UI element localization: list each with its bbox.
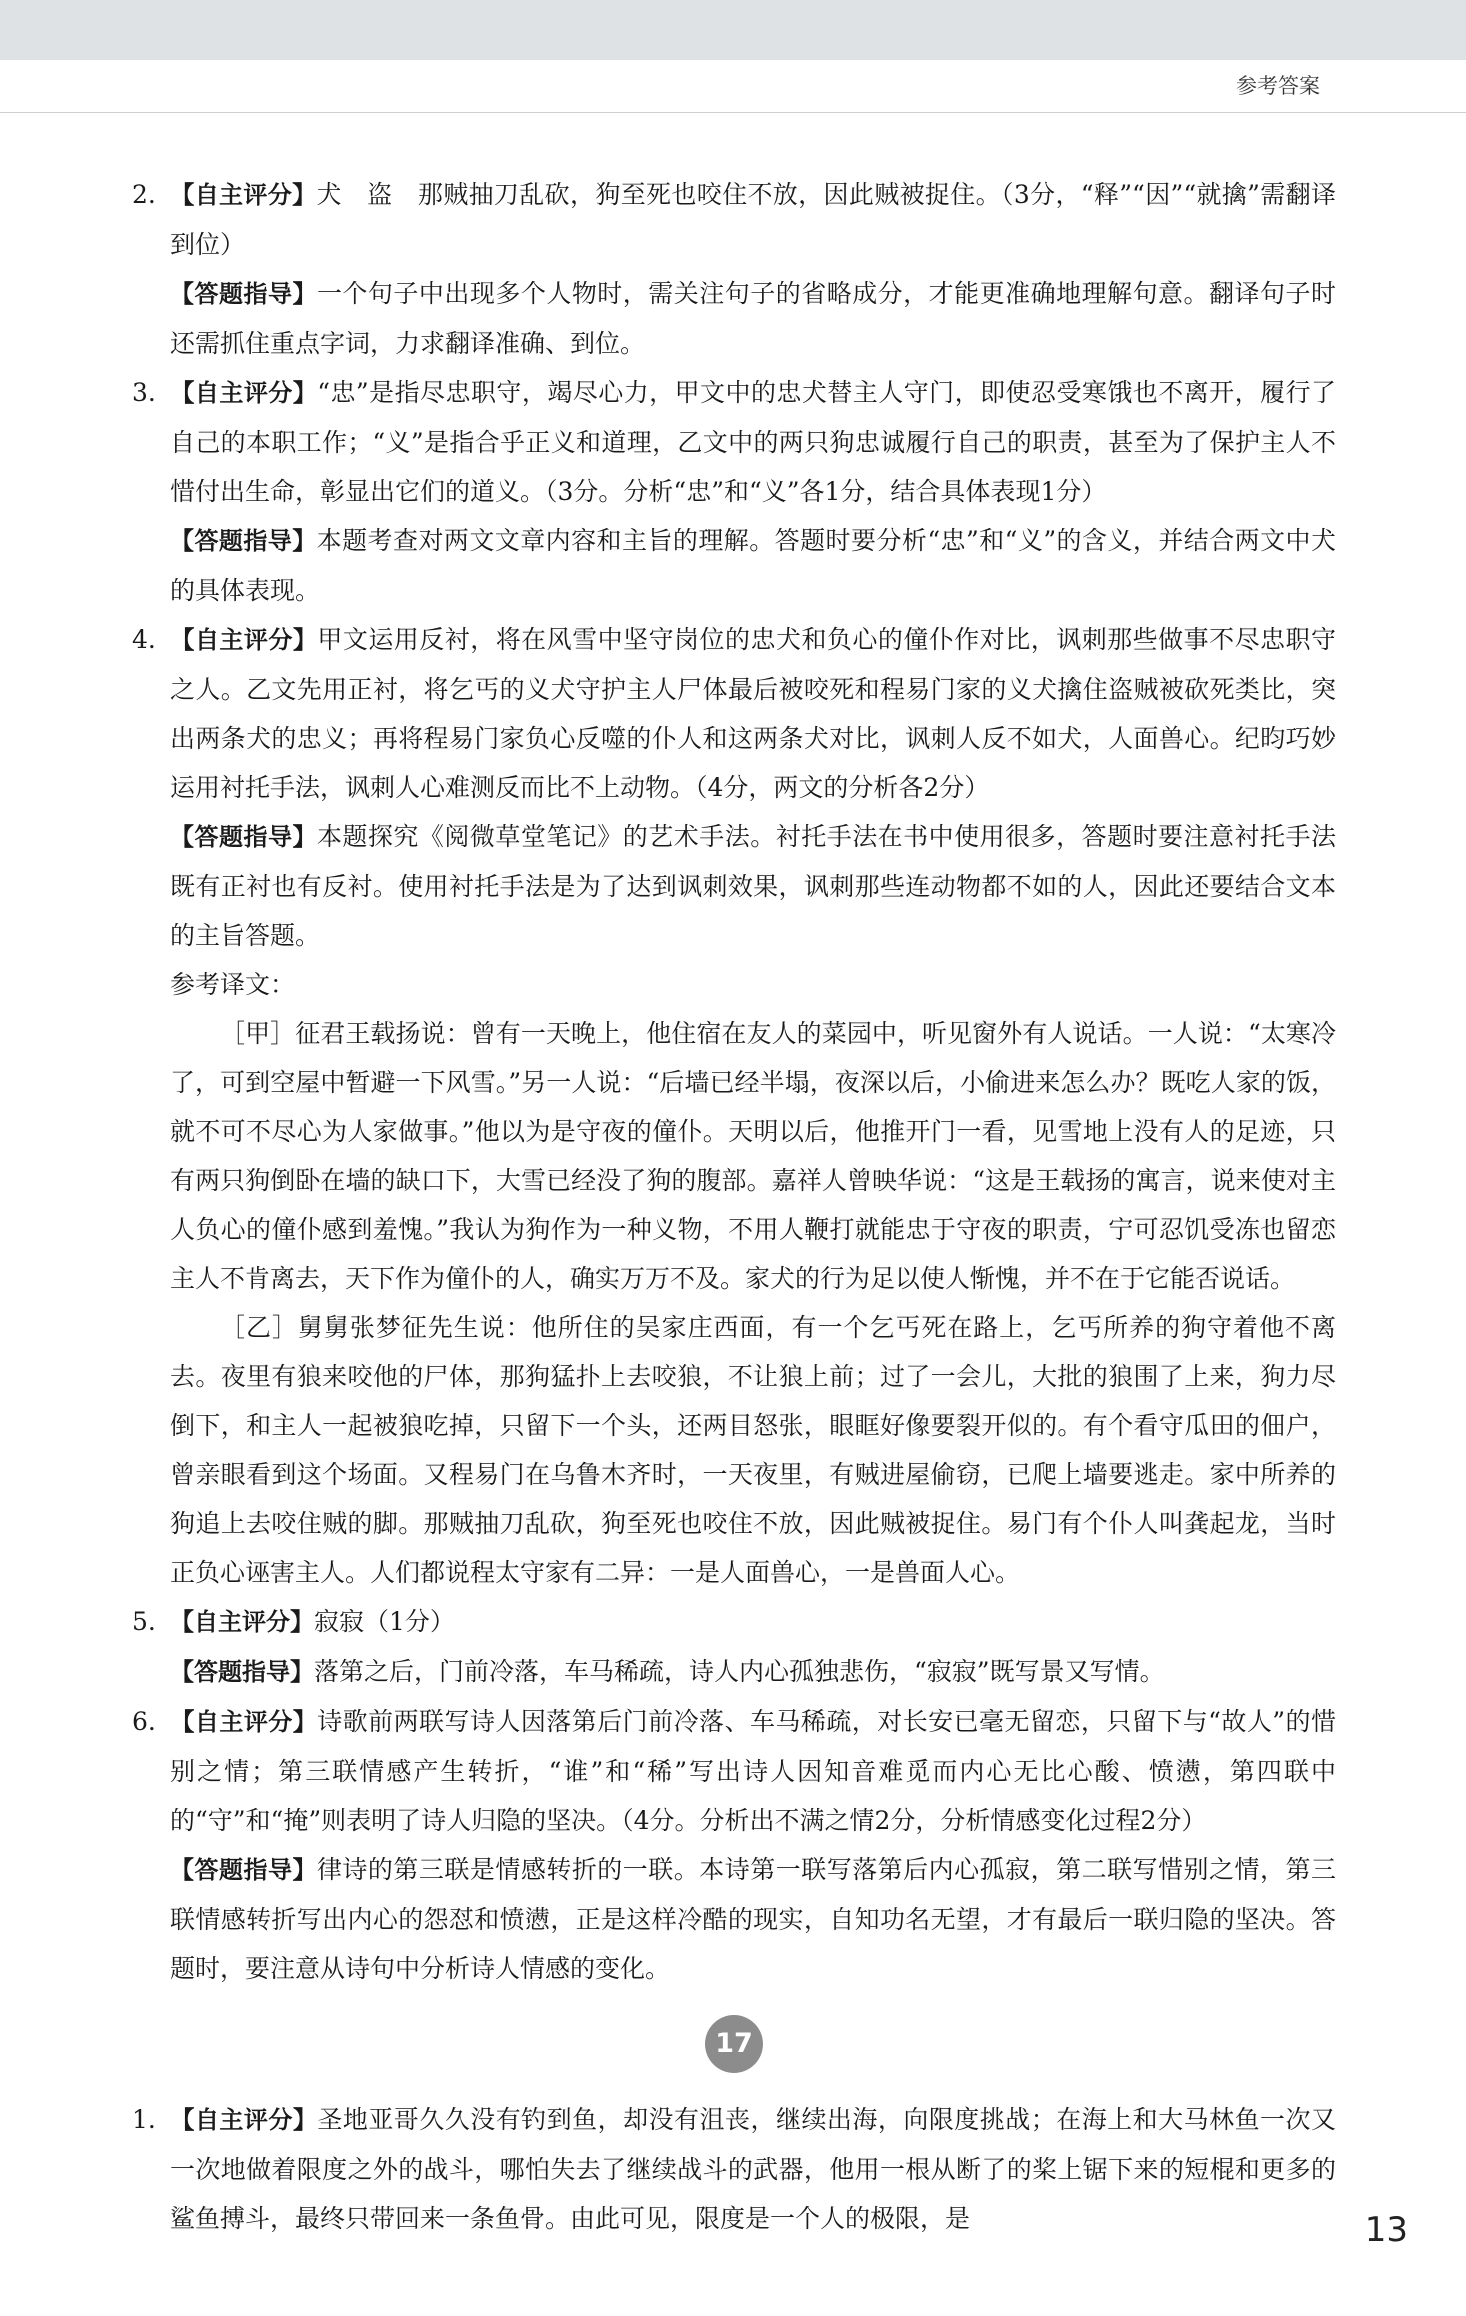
page-number: 13: [1364, 2210, 1408, 2250]
guide-tag: 【答题指导】: [170, 1856, 317, 1884]
q2-guide-text: 一个句子中出现多个人物时，需关注句子的省略成分，才能更准确地理解句意。翻译句子时还需抓住重点字词，力求翻译准确、到位。: [170, 279, 1336, 358]
q5-guide-text: 落第之后，门前冷落，车马稀疏，诗人内心孤独悲伤，“寂寂”既写景又写情。: [314, 1657, 1165, 1686]
running-head: 参考答案: [1236, 74, 1320, 98]
answer-q4-score: [132, 615, 1336, 812]
q6-guide-text: 律诗的第三联是情感转折的一联。本诗第一联写落第后内心孤寂，第二联写惜别之情，第三联情感转折写出内心的怨怼和愤懑，正是这样冷酷的现实，自知功名无望，才有最后一联归隐的坚决。答题时，要注意从诗句中分析诗人情感的变化。: [170, 1855, 1336, 1983]
item-number: 6.: [132, 1707, 156, 1736]
q2-score-text: 犬 盗 那贼抽刀乱砍，狗至死也咬住不放，因此贼被捉住。（3分，“释”“因”“就擒”需翻译到位）: [170, 180, 1337, 259]
item-number: 4.: [132, 625, 156, 654]
self-score-tag: 【自主评分】: [170, 379, 318, 407]
translation-label: 参考译文：: [170, 970, 296, 999]
self-score-tag: 【自主评分】: [170, 181, 317, 209]
self-score-tag: 【自主评分】: [170, 1708, 318, 1736]
answer-q3-score: [132, 368, 1336, 516]
item-number: 1.: [132, 2105, 156, 2134]
item-number: 5.: [132, 1607, 156, 1636]
answer-q5-guide: [132, 1647, 1336, 1697]
q6-score-text: 诗歌前两联写诗人因落第后门前冷落、车马稀疏，对长安已毫无留恋，只留下与“故人”的惜别之情；第三联情感产生转折，“谁”和“稀”写出诗人因知音难觅而内心无比心酸、愤懑，第四联中的“守”和“掩”则表明了诗人归隐的坚决。（4分。分析出不满之情2分，分析情感变化过程2分）: [170, 1707, 1336, 1835]
top-band: [0, 0, 1466, 60]
header-rule: [0, 112, 1466, 113]
self-score-tag: 【自主评分】: [170, 626, 318, 654]
translation-jia: ［甲］征君王载扬说：曾有一天晚上，他住宿在友人的菜园中，听见窗外有人说话。一人说：“太寒冷了，可到空屋中暂避一下风雪。”另一人说：“后墙已经半塌，夜深以后，小偷进来怎么办？既吃人家的饭，就不可不尽心为人家做事。”他以为是守夜的僮仆。天明以后，他推开门一看，见雪地上没有人的足迹，只有两只狗倒卧在墙的缺口下，大雪已经没了狗的腹部。嘉祥人曾映华说：“这是王载扬的寓言，说来使对主人负心的僮仆感到羞愧。”我认为狗作为一种义物，不用人鞭打就能忠于守夜的职责，宁可忍饥受冻也留恋主人不肯离去，天下作为僮仆的人，确实万万不及。家犬的行为足以使人惭愧，并不在于它能否说话。: [170, 1019, 1336, 1293]
item-number: 2.: [132, 180, 156, 209]
section-number-badge: 17: [705, 2015, 763, 2073]
translation-yi: ［乙］舅舅张梦征先生说：他所住的吴家庄西面，有一个乞丐死在路上，乞丐所养的狗守着他不离去。夜里有狼来咬他的尸体，那狗猛扑上去咬狼，不让狼上前；过了一会儿，大批的狼围了上来，狗力尽倒下，和主人一起被狼吃掉，只留下一个头，还两目怒张，眼眶好像要裂开似的。有个看守瓜田的佃户，曾亲眼看到这个场面。又程易门在乌鲁木齐时，一天夜里，有贼进屋偷窃，已爬上墙要逃走。家中所养的狗追上去咬住贼的脚。那贼抽刀乱砍，狗至死也咬住不放，因此贼被捉住。易门有个仆人叫龚起龙，当时正负心诬害主人。人们都说程太守家有二异：一是人面兽心，一是兽面人心。: [170, 1313, 1336, 1587]
guide-tag: 【答题指导】: [170, 527, 317, 555]
answer-q6-guide: [132, 1845, 1336, 1993]
section17-q1-score: [132, 2095, 1336, 2243]
guide-tag: 【答题指导】: [170, 280, 317, 308]
answer-q5-score: [132, 1597, 1336, 1647]
self-score-tag: 【自主评分】: [170, 1608, 314, 1636]
q4-score-text: 甲文运用反衬，将在风雪中坚守岗位的忠犬和负心的僮仆作对比，讽刺那些做事不尽忠职守之人。乙文先用正衬，将乞丐的义犬守护主人尸体最后被咬死和程易门家的义犬擒住盗贼被砍死类比，突出两条犬的忠义；再将程易门家负心反噬的仆人和这两条犬对比，讽刺人反不如犬，人面兽心。纪昀巧妙运用衬托手法，讽刺人心难测反而比不上动物。（4分，两文的分析各2分）: [170, 625, 1337, 802]
answer-content: [132, 170, 1336, 2243]
answer-q4-guide: [132, 812, 1336, 960]
item-number: 3.: [132, 378, 156, 407]
q5-score-text: 寂寂（1分）: [314, 1607, 455, 1636]
answer-q2-score: [132, 170, 1336, 269]
guide-tag: 【答题指导】: [170, 823, 317, 851]
answer-q2-guide: [132, 269, 1336, 368]
answer-q3-guide: [132, 516, 1336, 615]
answer-q6-score: [132, 1697, 1336, 1845]
self-score-tag: 【自主评分】: [170, 2106, 318, 2134]
q3-score-text: “忠”是指尽忠职守，竭尽心力，甲文中的忠犬替主人守门，即使忍受寒饿也不离开，履行了自己的本职工作；“义”是指合乎正义和道理，乙文中的两只狗忠诚履行自己的职责，甚至为了保护主人不惜付出生命，彰显出它们的道义。（3分。分析“忠”和“义”各1分，结合具体表现1分）: [170, 378, 1336, 506]
guide-tag: 【答题指导】: [170, 1658, 314, 1686]
s17-q1-score-text: 圣地亚哥久久没有钓到鱼，却没有沮丧，继续出海，向限度挑战；在海上和大马林鱼一次又一次地做着限度之外的战斗，哪怕失去了继续战斗的武器，他用一根从断了的桨上锯下来的短棍和更多的鲨鱼搏斗，最终只带回来一条鱼骨。由此可见，限度是一个人的极限，是: [170, 2105, 1337, 2233]
q4-guide-text: 本题探究《阅微草堂笔记》的艺术手法。衬托手法在书中使用很多，答题时要注意衬托手法既有正衬也有反衬。使用衬托手法是为了达到讽刺效果，讽刺那些连动物都不如的人，因此还要结合文本的主旨答题。: [170, 822, 1336, 950]
q3-guide-text: 本题考查对两文文章内容和主旨的理解。答题时要分析“忠”和“义”的含义，并结合两文中犬的具体表现。: [170, 526, 1336, 605]
